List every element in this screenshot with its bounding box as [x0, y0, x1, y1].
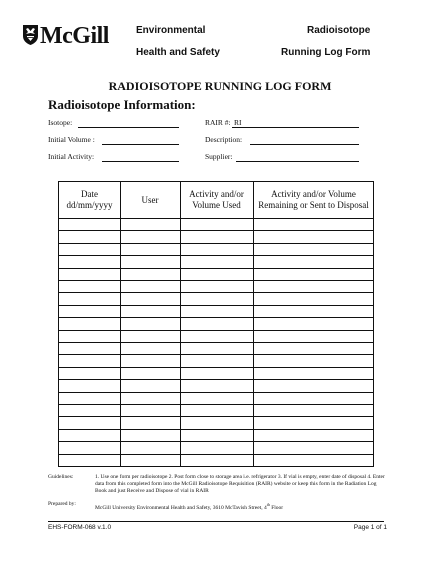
- prepared-by-label: Prepared by:: [48, 501, 76, 507]
- prepared-by-text: [95, 501, 395, 512]
- table-row: [59, 243, 373, 244]
- table-row: [59, 441, 373, 442]
- table-row: [59, 255, 373, 256]
- dept-line2: Health and Safety: [136, 47, 220, 58]
- table-row: [59, 305, 373, 306]
- table-row: [59, 280, 373, 281]
- prepared-by-floor: Floor: [269, 504, 284, 511]
- column-divider: [120, 182, 121, 466]
- initial-activity-field[interactable]: [102, 152, 179, 162]
- table-row: [59, 392, 373, 393]
- rair-prefix: RI: [234, 118, 242, 127]
- initial-volume-field[interactable]: [102, 135, 179, 145]
- table-row: [59, 292, 373, 293]
- initial-activity-label: Initial Activity:: [48, 152, 95, 161]
- section-title: Radioisotope Information:: [48, 97, 196, 112]
- header-user: User: [141, 194, 159, 205]
- initial-volume-label: Initial Volume :: [48, 135, 95, 144]
- dept-line1: Environmental: [136, 25, 206, 36]
- isotope-field[interactable]: [78, 118, 179, 128]
- prepared-by-sup: th: [266, 502, 270, 507]
- description-label: Description:: [205, 135, 243, 144]
- table-row: [59, 416, 373, 417]
- table-row: [59, 367, 373, 368]
- mcgill-logo-text: McGill: [40, 23, 109, 49]
- page-number: Page 1 of 1: [353, 524, 387, 531]
- description-field[interactable]: [250, 135, 359, 145]
- mcgill-shield-logo: [23, 25, 38, 45]
- footer-rule: [48, 521, 384, 522]
- table-row: [59, 429, 373, 430]
- table-row: [59, 330, 373, 331]
- form-id: EHS-FORM-068 v.1.0: [48, 524, 112, 531]
- table-row: [59, 218, 373, 219]
- form-name-line1: Radioisotope: [307, 25, 371, 36]
- column-divider: [253, 182, 254, 466]
- table-row: [59, 354, 373, 355]
- isotope-label: Isotope:: [48, 118, 73, 127]
- prepared-by-address: McGill University Environmental Health and Safety, 3610 McTavish Street, 4: [95, 504, 267, 511]
- supplier-label: Supplier:: [205, 152, 233, 161]
- log-table: [58, 181, 374, 467]
- guidelines-label: Guidelines:: [48, 474, 74, 480]
- table-row: [59, 454, 373, 455]
- guidelines-text: 1. Use one form per radioisotope 2. Post form close to storage area i.e. refrigerator 3. If vial is empty, enter date of disposal 4. Enter data from this completed form into the McGill Radioisotope Requisition (RAIR) website or keep this form in the Radiation Log Book and just Receive and Dispose of vial in RAIR: [95, 474, 385, 494]
- supplier-field[interactable]: [236, 152, 359, 162]
- table-row: [59, 404, 373, 405]
- rair-field[interactable]: [232, 118, 359, 128]
- form-name-line2: Running Log Form: [281, 47, 371, 58]
- header-activity-remaining: Activity and/or Volume Remaining or Sent to Disposal: [258, 189, 369, 210]
- header-activity-used: Activity and/or Volume Used: [189, 189, 244, 210]
- table-row: [59, 268, 373, 269]
- table-row: [59, 317, 373, 318]
- table-row: [59, 342, 373, 343]
- table-row: [59, 379, 373, 380]
- rair-label: RAIR #:: [205, 118, 231, 127]
- form-title: RADIOISOTOPE RUNNING LOG FORM: [108, 79, 332, 93]
- header-date: Date dd/mm/yyyy: [66, 189, 113, 210]
- column-divider: [180, 182, 181, 466]
- table-row: [59, 230, 373, 231]
